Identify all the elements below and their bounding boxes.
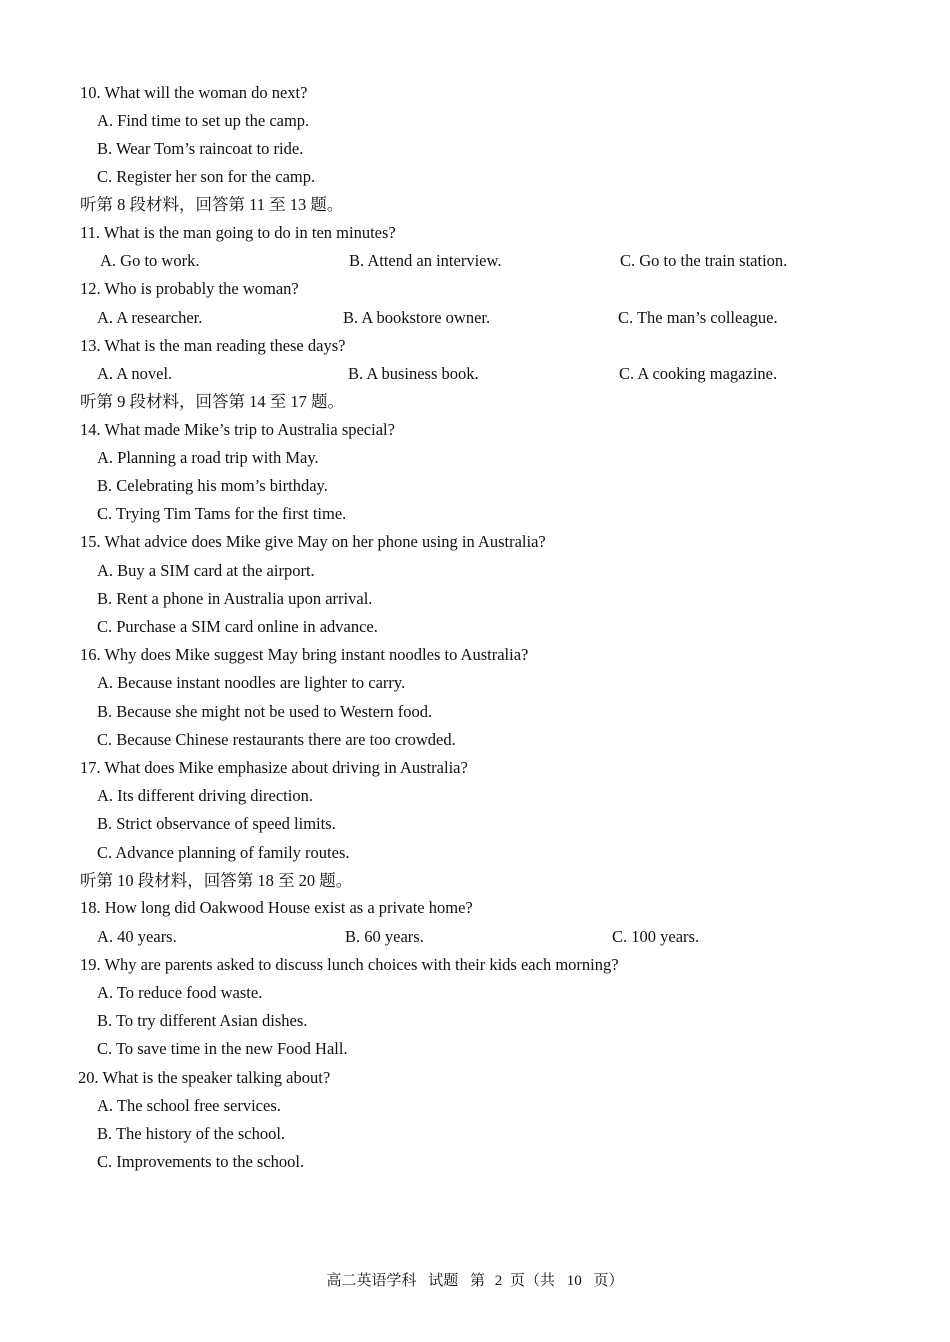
q14-option-a: A. Planning a road trip with May. bbox=[97, 448, 319, 467]
q18-option-a: A. 40 years. bbox=[97, 927, 177, 946]
footer-page-number: 2 bbox=[494, 1273, 503, 1289]
q13-option-b: B. A business book. bbox=[348, 364, 479, 383]
q19-question: 19. Why are parents asked to discuss lunch choices with their kids each morning? bbox=[80, 955, 619, 974]
q13-options-row bbox=[0, 364, 950, 384]
q19-option-b: B. To try different Asian dishes. bbox=[97, 1011, 308, 1030]
q20-option-c: C. Improvements to the school. bbox=[97, 1152, 305, 1171]
q12-option-c: C. The man’s colleague. bbox=[618, 308, 778, 327]
q17-option-c: C. Advance planning of family routes. bbox=[97, 843, 350, 862]
q11-options-row bbox=[0, 251, 950, 271]
q18-option-b: B. 60 years. bbox=[345, 927, 424, 946]
q17-option-b: B. Strict observance of speed limits. bbox=[97, 814, 336, 833]
q12-option-b: B. A bookstore owner. bbox=[343, 308, 491, 327]
q16-option-c: C. Because Chinese restaurants there are too crowded. bbox=[97, 730, 456, 749]
q11-question: 11. What is the man going to do in ten minutes? bbox=[80, 223, 396, 242]
q15-question: 15. What advice does Mike give May on her phone using in Australia? bbox=[80, 532, 546, 551]
footer-page-suffix: 页（共 bbox=[510, 1273, 556, 1289]
q15-option-c: C. Purchase a SIM card online in advance. bbox=[97, 617, 378, 636]
q12-options-row bbox=[0, 308, 950, 328]
q15-option-b: B. Rent a phone in Australia upon arrival. bbox=[97, 589, 373, 608]
q20-question: 20. What is the speaker talking about? bbox=[78, 1068, 331, 1087]
footer-paper: 试题 bbox=[428, 1273, 459, 1289]
section-9-instruction: 听第 9 段材料，回答第 14 至 17 题。 bbox=[80, 392, 344, 411]
q10-option-c: C. Register her son for the camp. bbox=[97, 167, 316, 186]
q10-option-b: B. Wear Tom’s raincoat to ride. bbox=[97, 139, 304, 158]
q13-question: 13. What is the man reading these days? bbox=[80, 336, 346, 355]
q10-option-a: A. Find time to set up the camp. bbox=[97, 111, 310, 130]
q14-question: 14. What made Mike’s trip to Australia special? bbox=[80, 420, 395, 439]
page-footer bbox=[0, 1271, 950, 1291]
q14-option-b: B. Celebrating his mom’s birthday. bbox=[97, 476, 328, 495]
q16-option-a: A. Because instant noodles are lighter to carry. bbox=[97, 673, 406, 692]
footer-subject: 高二英语学科 bbox=[326, 1273, 417, 1289]
q11-option-a: A. Go to work. bbox=[100, 251, 200, 270]
q20-option-a: A. The school free services. bbox=[97, 1096, 281, 1115]
q14-option-c: C. Trying Tim Tams for the first time. bbox=[97, 504, 347, 523]
q11-option-b: B. Attend an interview. bbox=[349, 251, 502, 270]
q16-option-b: B. Because she might not be used to Western food. bbox=[97, 702, 433, 721]
section-8-instruction: 听第 8 段材料，回答第 11 至 13 题。 bbox=[80, 195, 344, 214]
q13-option-a: A. A novel. bbox=[97, 364, 173, 383]
q11-option-c: C. Go to the train station. bbox=[620, 251, 788, 270]
q19-option-c: C. To save time in the new Food Hall. bbox=[97, 1039, 348, 1058]
q17-option-a: A. Its different driving direction. bbox=[97, 786, 313, 805]
q10-question: 10. What will the woman do next? bbox=[80, 83, 308, 102]
q17-question: 17. What does Mike emphasize about driving in Australia? bbox=[80, 758, 468, 777]
q13-option-c: C. A cooking magazine. bbox=[619, 364, 778, 383]
q12-option-a: A. A researcher. bbox=[97, 308, 203, 327]
q18-option-c: C. 100 years. bbox=[612, 927, 700, 946]
footer-page-total: 10 bbox=[566, 1273, 582, 1289]
q19-option-a: A. To reduce food waste. bbox=[97, 983, 263, 1002]
q16-question: 16. Why does Mike suggest May bring instant noodles to Australia? bbox=[80, 645, 529, 664]
q18-options-row bbox=[0, 927, 950, 947]
q15-option-a: A. Buy a SIM card at the airport. bbox=[97, 561, 315, 580]
section-10-instruction: 听第 10 段材料，回答第 18 至 20 题。 bbox=[80, 871, 353, 890]
q20-option-b: B. The history of the school. bbox=[97, 1124, 286, 1143]
q18-question: 18. How long did Oakwood House exist as a private home? bbox=[80, 898, 473, 917]
footer-page-prefix: 第 bbox=[469, 1273, 485, 1289]
q12-question: 12. Who is probably the woman? bbox=[80, 279, 299, 298]
footer-total-suffix: 页） bbox=[593, 1273, 624, 1289]
